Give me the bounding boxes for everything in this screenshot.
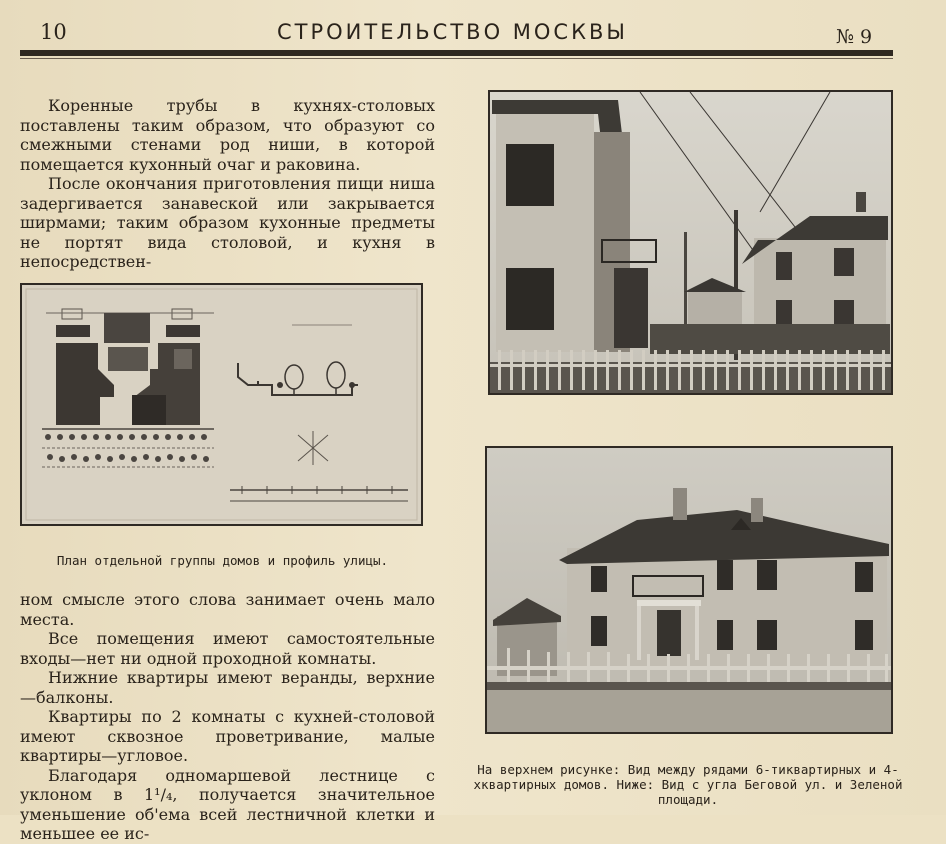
plan-figure	[20, 283, 423, 526]
paragraph: Благодаря одномаршевой лестнице с уклоном в 1¹/₄, получается значительное уменьшение об'ема всей лестничной клетки и меньшее ее ис-	[20, 765, 435, 843]
magazine-title: СТРОИТЕЛЬСТВО МОСКВЫ	[277, 20, 628, 44]
photo-corner-view	[485, 446, 893, 734]
site-plan-drawing	[22, 285, 421, 524]
text-column-bottom	[20, 590, 435, 844]
photos-caption: На верхнем рисунке: Вид между рядами 6-тиквартирных и 4-хквартирных домов. Ниже: Вид с угла Беговой ул. и Зеленой площади.	[473, 762, 903, 807]
paragraph: Квартиры по 2 комнаты с кухней-столовой имеют сквозное проветривание, малые квартиры—угловое.	[20, 707, 435, 765]
paragraph-continuation: ном смысле этого слова занимает очень мало места.	[20, 590, 435, 629]
plan-caption: План отдельной группы домов и профиль улицы.	[56, 553, 389, 568]
houses-photo-image	[490, 92, 891, 393]
page-number: 10	[40, 20, 67, 44]
issue-number: № 9	[836, 26, 873, 48]
header-rule-thin	[20, 58, 893, 59]
header-rule	[20, 50, 893, 56]
paragraph: После окончания приготовления пищи ниша задергивается занавеской или закрывается ширмами; таким образом кухонные предметы не портят вида столовой, и кухня в непосредствен-	[20, 174, 435, 271]
paragraph: Нижние квартиры имеют веранды, верхние—балконы.	[20, 668, 435, 707]
paragraph: Коренные трубы в кухнях-столовых поставлены таким образом, что образуют со смежными стенами род ниши, в которой помещается кухонный очаг и раковина.	[20, 96, 435, 174]
paragraph: Все помещения имеют самостоятельные входы—нет ни одной проходной комнаты.	[20, 629, 435, 668]
text-column-top	[20, 96, 435, 272]
corner-photo-image	[487, 448, 891, 732]
photo-houses-rows	[488, 90, 893, 395]
